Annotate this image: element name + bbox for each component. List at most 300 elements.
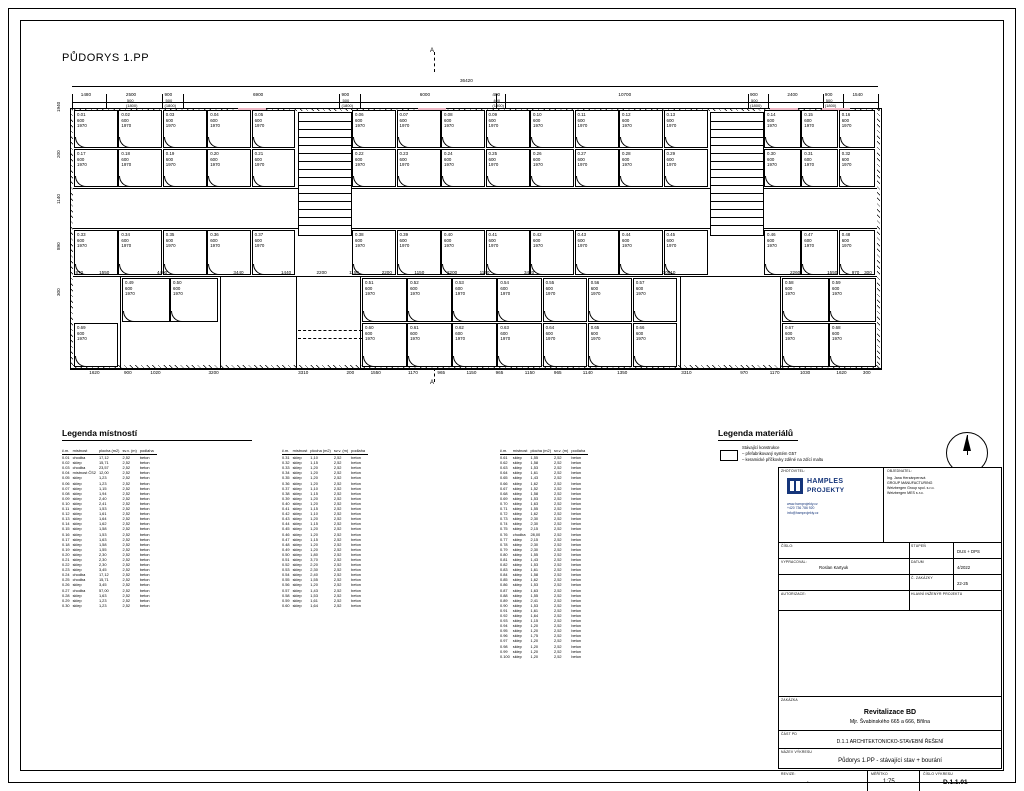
dim-label-mid: 1150 (414, 270, 425, 275)
dim-label: 900 (750, 92, 758, 97)
dim-tick (162, 94, 163, 108)
legend-col-header-3: sv.v. (m) (554, 448, 571, 455)
legend-cell-1: sklep (72, 546, 82, 552)
legend-cell-0: 0.01 (62, 455, 70, 461)
legend-cell-0: 0.87 (500, 587, 508, 593)
legend-cell-3: 2,52 (554, 556, 562, 562)
legend-cell-0: 0.63 (500, 465, 508, 471)
legend-cell-1: sklep (512, 485, 522, 491)
legend-cell-4: beton (139, 582, 150, 588)
dim-sub-label-2: (1800) (824, 103, 837, 108)
room-number: 0.11 (577, 112, 586, 117)
client-name: Ing. Jana Herzánperová (887, 476, 926, 480)
legend-cell-4: beton (351, 556, 361, 562)
legend-cell-2: 57,00 (98, 587, 109, 593)
room-door-dim: 600 1970 (444, 157, 454, 167)
legend-cell-2: 2,20 (310, 562, 318, 568)
legend-cell-2: 1,58 (98, 526, 107, 532)
legend-cell-1: sklep (292, 526, 302, 532)
room-door-dim: 600 1970 (767, 238, 777, 248)
legend-col-header-0: č.m. (282, 448, 293, 455)
legend-cell-3: 2,52 (333, 470, 342, 476)
legend-cell-4: beton (571, 587, 582, 593)
legend-cell-1: sklep (72, 511, 82, 517)
legend-cell-0: 0.99 (500, 648, 508, 654)
room-door-dim: 600 1970 (455, 286, 466, 296)
room-door-dim: 600 1970 (355, 238, 365, 248)
dim-label-mid: 970 (851, 270, 860, 275)
legend-cell-1: sklep (72, 516, 82, 522)
room-number: 0.08 (444, 112, 453, 117)
room-door-dim: 600 1970 (399, 118, 410, 128)
value-cast-pd: D.1.1 ARCHITEKTONICKO-STAVEBNÍ ŘEŠENÍ (836, 739, 944, 745)
room-door-dim: 600 1970 (254, 157, 265, 167)
legend-cell-3: 2,52 (333, 511, 342, 517)
room-number: 0.63 (500, 325, 509, 330)
dim-label: 900 (341, 92, 350, 97)
client-line-4: Weizbergen MES s.r.o. (887, 491, 924, 495)
legend-cell-2: 1,64 (530, 613, 539, 618)
legend-cell-0: 0.68 (500, 490, 508, 496)
legend-cell-3: 2,52 (122, 551, 131, 557)
legend-cell-4: beton (571, 546, 582, 552)
legend-col-header-1: místnost (73, 448, 99, 455)
room-number: 0.59 (832, 280, 841, 285)
room-door-dim: 600 1970 (785, 286, 795, 296)
room-number: 0.13 (666, 112, 676, 117)
legend-cell-1: sklep (292, 455, 302, 461)
room-door-dim: 600 1970 (577, 118, 588, 128)
legend-cell-3: 2,52 (122, 541, 131, 547)
legend-cell-2: 1,61 (98, 511, 107, 517)
dim-label-mid: 300 (864, 270, 872, 275)
legend-cell-3: 2,52 (554, 597, 562, 603)
legend-cell-1: sklep (292, 572, 302, 578)
legend-cell-0: 0.26 (62, 582, 70, 588)
row-revize-meritko (779, 771, 1001, 791)
legend-cell-1: sklep (512, 587, 522, 593)
wall-v-1 (120, 276, 121, 368)
legend-cell-1: sklep (292, 485, 302, 491)
legend-cell-3: 2,52 (554, 638, 562, 644)
legend-cell-4: beton (351, 465, 361, 471)
legend-cell-4: beton (351, 536, 361, 542)
legend-cell-4: beton (571, 455, 582, 461)
legend-cell-2: 2,40 (310, 572, 318, 578)
legend-cell-2: 1,43 (530, 556, 539, 562)
legend-cell-1: sklep (512, 592, 522, 598)
legend-cell-4: beton (571, 490, 582, 496)
legend-cell-0: 0.13 (62, 516, 70, 522)
legend-cell-4: beton (139, 455, 150, 461)
section-mark-bottom: A (430, 380, 435, 386)
room-number: 0.30 (767, 151, 776, 156)
legend-cell-0: 0.88 (500, 592, 508, 598)
legend-cell-2: 1,20 (530, 653, 539, 659)
row-cislo (779, 543, 1001, 559)
legend-col-header-0: č.m. (500, 448, 513, 455)
legend-cell-3: 2,52 (122, 597, 131, 603)
legend-cell-0: 0.50 (282, 551, 290, 557)
legend-cell-2: 15,71 (98, 460, 109, 466)
room-number: 0.55 (545, 280, 555, 285)
room-number: 0.60 (365, 325, 374, 330)
legend-cell-0: 0.35 (282, 475, 290, 481)
label-zhotovitel: ZHOTOVITEL: (781, 469, 806, 473)
legend-cell-3: 2,52 (122, 521, 131, 527)
dim-label-bottom: 1150 (466, 370, 477, 375)
legend-cell-3: 2,52 (122, 556, 131, 562)
legend-cell-4: beton (571, 521, 582, 527)
room-door-dim: 600 1970 (841, 118, 852, 128)
legend-cell-1: sklep (72, 480, 82, 486)
legend-cell-0: 0.60 (282, 602, 290, 608)
legend-cell-0: 0.73 (500, 516, 508, 522)
legend-cell-4: beton (571, 531, 582, 537)
legend-cell-0: 0.98 (500, 643, 508, 649)
legend-cell-0: 0.04 (62, 470, 70, 476)
room-door-dim: 600 1970 (804, 118, 815, 128)
legend-cell-3: 2,52 (554, 551, 562, 557)
legend-cell-2: 3,70 (310, 556, 318, 562)
legend-cell-2: 1,43 (310, 587, 318, 593)
legend-cell-4: beton (351, 485, 361, 491)
legend-cell-1: sklep (512, 633, 522, 639)
dim-label-mid: 2200 (316, 270, 327, 275)
legend-cell-4: beton (139, 577, 150, 583)
legend-cell-4: beton (351, 567, 361, 573)
legend-cell-2: 1,15 (310, 460, 318, 466)
legend-cell-2: 1,20 (310, 541, 318, 547)
legend-cell-4: beton (571, 511, 582, 517)
legend-cell-4: beton (139, 511, 150, 517)
row-nazev-vykresu (779, 749, 1001, 771)
legend-cell-1: sklep (292, 480, 302, 486)
legend-cell-2: 1,20 (310, 546, 318, 552)
legend-cell-1: sklep (72, 592, 82, 598)
room-number: 0.27 (577, 151, 587, 156)
legend-material-label: Stávající konstrukce (742, 445, 780, 450)
legend-col-header-3: sv.v. (m) (334, 448, 351, 455)
room-number: 0.38 (355, 232, 364, 237)
divider-hip (909, 591, 910, 610)
legend-cell-2: 1,15 (310, 536, 318, 542)
legend-cell-1: sklep (292, 597, 302, 603)
legend-cell-3: 2,52 (554, 602, 562, 608)
legend-cell-1: sklep (512, 643, 522, 649)
legend-cell-4: beton (351, 602, 361, 608)
legend-cell-4: beton (571, 536, 582, 542)
legend-cell-1: sklep (512, 648, 522, 654)
legend-cell-2: 1,10 (310, 455, 318, 461)
dim-tick (183, 94, 184, 108)
legend-cell-2: 23,57 (98, 465, 109, 471)
legend-cell-3: 2,52 (554, 628, 562, 634)
legend-cell-3: 2,52 (333, 516, 342, 522)
room-number: 0.17 (77, 151, 86, 156)
legend-cell-2: 1,80 (310, 551, 318, 557)
legend-cell-0: 0.43 (282, 516, 290, 522)
label-cislo-zakazky: Č. ZAKÁZKY (911, 576, 933, 580)
legend-table (282, 448, 368, 608)
legend-cell-3: 2,52 (554, 500, 562, 506)
legend-cell-1: chodba (512, 531, 526, 537)
room-door-dim: 600 1970 (355, 118, 365, 128)
room-number: 0.05 (254, 112, 264, 117)
section-line-bottom (434, 368, 435, 382)
legend-cell-0: 0.53 (282, 567, 290, 573)
legend-cell-0: 0.07 (62, 485, 70, 491)
legend-cell-0: 0.96 (500, 633, 508, 639)
company-contact (787, 502, 818, 515)
legend-cell-3: 2,52 (122, 587, 131, 593)
legend-cell-3: 2,52 (122, 495, 131, 501)
legend-cell-0: 0.95 (500, 628, 508, 634)
legend-cell-4: beton (351, 506, 361, 512)
legend-cell-4: beton (571, 648, 582, 654)
legend-cell-2: 1,94 (98, 490, 107, 496)
legend-material-line-2: – keramické příčkovky zděné na zdící maltu (742, 457, 824, 462)
legend-cell-1: sklep (512, 607, 522, 613)
company-logo-icon (787, 478, 803, 494)
divider-cislo-vykresu (919, 771, 920, 791)
legend-cell-3: 2,52 (554, 541, 562, 547)
legend-cell-1: sklep (512, 638, 522, 644)
legend-cell-3: 2,52 (554, 536, 562, 542)
legend-cell-0: 0.80 (500, 551, 508, 557)
room-door-dim: 600 1970 (635, 331, 646, 341)
legend-row (282, 603, 368, 608)
legend-cell-0: 0.22 (62, 562, 70, 568)
room-door-dim: 600 1970 (488, 157, 499, 167)
legend-cell-3: 2,52 (333, 577, 342, 583)
staircase-left (298, 112, 352, 236)
room-door-dim: 600 1970 (767, 118, 777, 128)
company-email: info@hamprojekty.cz (787, 510, 819, 515)
company-logo-name: HAMPLES (807, 478, 844, 485)
legend-cell-0: 0.49 (282, 546, 290, 552)
room-number: 0.16 (841, 112, 851, 117)
legend-cell-1: sklep (292, 602, 302, 608)
legend-cell-2: 1,53 (98, 506, 107, 512)
legend-table (500, 448, 588, 659)
legend-cell-2: 2,30 (98, 562, 107, 568)
legend-cell-4: beton (571, 506, 582, 512)
legend-cell-3: 2,52 (554, 587, 562, 593)
room-door-dim: 600 1970 (365, 331, 375, 341)
dim-label-bottom: 1140 (582, 370, 593, 375)
room-number: 0.34 (121, 232, 130, 237)
dim-sub-label: 500 (751, 98, 758, 103)
legend-cell-4: beton (571, 577, 582, 583)
room-number: 0.66 (635, 325, 645, 330)
title-block-divider-1 (883, 468, 884, 542)
room-number: 0.43 (577, 232, 587, 237)
legend-col-header-4: podlaha (140, 448, 157, 455)
legend-cell-3: 2,52 (333, 460, 342, 466)
legend-cell-3: 2,52 (122, 592, 131, 598)
dim-label-bottom: 965 (495, 370, 504, 375)
value-datum: 4/2022 (957, 565, 971, 570)
legend-rooms-column-2 (282, 448, 368, 608)
legend-cell-1: sklep (292, 556, 302, 562)
label-datum: DATUM (911, 560, 924, 564)
legend-cell-0: 0.83 (500, 567, 508, 573)
label-hip: HLAVNÍ INŽENÝR PROJEKTU (911, 592, 963, 596)
legend-cell-2: 1,20 (310, 516, 318, 522)
room-door-dim: 600 1970 (399, 157, 410, 167)
legend-cell-4: beton (571, 562, 582, 568)
legend-cell-0: 0.40 (282, 500, 290, 506)
room-door-dim: 600 1970 (210, 157, 220, 167)
legend-cell-3: 2,52 (554, 531, 562, 537)
legend-cell-3: 2,52 (554, 607, 562, 613)
legend-cell-0: 0.41 (282, 506, 290, 512)
legend-cell-2: 1,20 (310, 531, 318, 537)
legend-header-row (62, 448, 157, 455)
legend-cell-0: 0.15 (62, 526, 70, 532)
legend-col-header-3: sv.v. (m) (122, 448, 139, 455)
legend-cell-1: sklep (72, 460, 82, 466)
dim-tick-end (878, 94, 879, 108)
legend-cell-3: 2,52 (122, 465, 131, 471)
divider-stupen-2 (953, 543, 954, 558)
legend-cell-2: 1,55 (98, 546, 107, 552)
divider-zakazka (909, 575, 910, 590)
legend-cell-4: beton (139, 495, 150, 501)
room-number: 0.09 (488, 112, 498, 117)
legend-cell-1: sklep (512, 653, 522, 659)
legend-cell-1: sklep (292, 470, 302, 476)
legend-cell-2: 2,30 (530, 541, 539, 547)
legend-cell-2: 1,64 (98, 516, 107, 522)
divider-datum-2 (953, 559, 954, 574)
legend-cell-0: 0.45 (282, 526, 290, 532)
dim-label-mid: 3440 (233, 270, 244, 275)
legend-cell-2: 1,61 (530, 470, 539, 476)
dim-label-bottom: 970 (740, 370, 748, 375)
label-cislo: ČÍSLO: (781, 544, 794, 548)
dim-label-bottom: 300 (862, 370, 871, 375)
legend-cell-1: sklep (292, 562, 302, 568)
legend-cell-3: 2,52 (554, 526, 562, 532)
legend-cell-0: 0.81 (500, 556, 508, 562)
room-door-dim: 600 1970 (590, 286, 601, 296)
legend-cell-3: 2,52 (333, 485, 342, 491)
legend-cell-2: 17,12 (98, 455, 109, 461)
legend-cell-1: sklep (292, 587, 302, 593)
legend-cell-2: 1,10 (310, 485, 318, 491)
room-number: 0.22 (355, 151, 364, 156)
legend-row (500, 654, 588, 659)
company-logo-name2: PROJEKTY (807, 487, 845, 494)
legend-cell-0: 0.21 (62, 556, 70, 562)
legend-cell-1: sklep (72, 521, 82, 527)
legend-cell-2: 15,71 (98, 577, 109, 583)
legend-cell-0: 0.84 (500, 572, 508, 578)
room-door-dim: 600 1970 (577, 157, 588, 167)
legend-cell-3: 2,52 (122, 470, 131, 476)
legend-cell-2: 1,64 (310, 602, 318, 608)
dim-label-left: 300 (56, 288, 61, 296)
legend-cell-4: beton (571, 582, 582, 588)
room-number: 0.35 (165, 232, 175, 237)
legend-col-header-2: plocha (m2) (310, 448, 334, 455)
legend-cell-1: sklep (512, 602, 522, 608)
legend-cell-3: 2,52 (554, 521, 562, 527)
legend-cell-0: 0.34 (282, 470, 290, 476)
room-number: 0.07 (399, 112, 409, 117)
value-stupen: DUS + DPS (957, 549, 980, 554)
legend-cell-3: 2,52 (333, 531, 342, 537)
wall-v-3 (296, 276, 297, 368)
legend-cell-4: beton (139, 572, 150, 578)
legend-cell-1: sklep (72, 506, 82, 512)
legend-cell-4: beton (351, 526, 361, 532)
legend-cell-4: beton (139, 546, 150, 552)
room-door-dim: 600 1970 (533, 118, 543, 128)
legend-cell-1: sklep (72, 490, 82, 496)
room-door-dim: 600 1970 (77, 118, 87, 128)
room-door-dim: 600 1970 (488, 118, 499, 128)
dim-label-bottom: 1350 (617, 370, 628, 375)
legend-cell-2: 1,20 (310, 470, 318, 476)
legend-cell-1: chodba (72, 455, 86, 461)
label-meritko: MĚŘÍTKO (871, 772, 888, 776)
legend-cell-2: 1,15 (530, 618, 539, 624)
legend-cell-3: 2,52 (333, 521, 342, 527)
room-number: 0.67 (785, 325, 794, 330)
wall-v-6 (780, 276, 781, 368)
legend-cell-2: 1,75 (530, 633, 539, 639)
legend-cell-4: beton (139, 531, 150, 537)
value-revize: - (807, 779, 809, 784)
legend-cell-4: beton (351, 490, 361, 496)
wall-v-5 (680, 276, 681, 368)
legend-cell-0: 0.31 (282, 455, 290, 461)
legend-cell-0: 0.32 (282, 460, 290, 466)
room-number: 0.23 (399, 151, 409, 156)
dim-tick (106, 94, 107, 108)
legend-header-row (500, 448, 588, 455)
room-number: 0.69 (77, 325, 86, 330)
legend-cell-4: beton (351, 582, 361, 588)
legend-cell-0: 0.57 (282, 587, 290, 593)
legend-cell-1: sklep (292, 592, 302, 598)
legend-cell-2: 1,61 (310, 597, 318, 603)
room-number: 0.26 (533, 151, 542, 156)
legend-cell-2: 1,53 (530, 602, 539, 608)
room-door-dim: 600 1970 (622, 118, 632, 128)
legend-cell-0: 0.61 (500, 455, 508, 461)
room-door-dim: 600 1970 (767, 157, 777, 167)
legend-materials-title: Legenda materiálů (718, 428, 794, 438)
legend-col-header-2: plocha (m2) (99, 448, 123, 455)
legend-cell-1: sklep (512, 506, 522, 512)
legend-cell-1: sklep (72, 562, 82, 568)
dim-label-bottom: 900 (124, 370, 132, 375)
legend-cell-3: 2,52 (333, 546, 342, 552)
dim-sub-label-2: (1800) (750, 103, 762, 108)
room-door-dim: 600 1970 (121, 157, 132, 167)
legend-cell-1: sklep (512, 582, 522, 588)
legend-cell-4: beton (139, 460, 150, 466)
company-web: www.hamprojekty.cz (787, 502, 818, 506)
project-name: Revitalizace BD (863, 709, 917, 716)
legend-cell-2: 1,55 (310, 577, 318, 583)
legend-cell-1: sklep (512, 490, 522, 496)
legend-cell-4: beton (351, 531, 361, 537)
